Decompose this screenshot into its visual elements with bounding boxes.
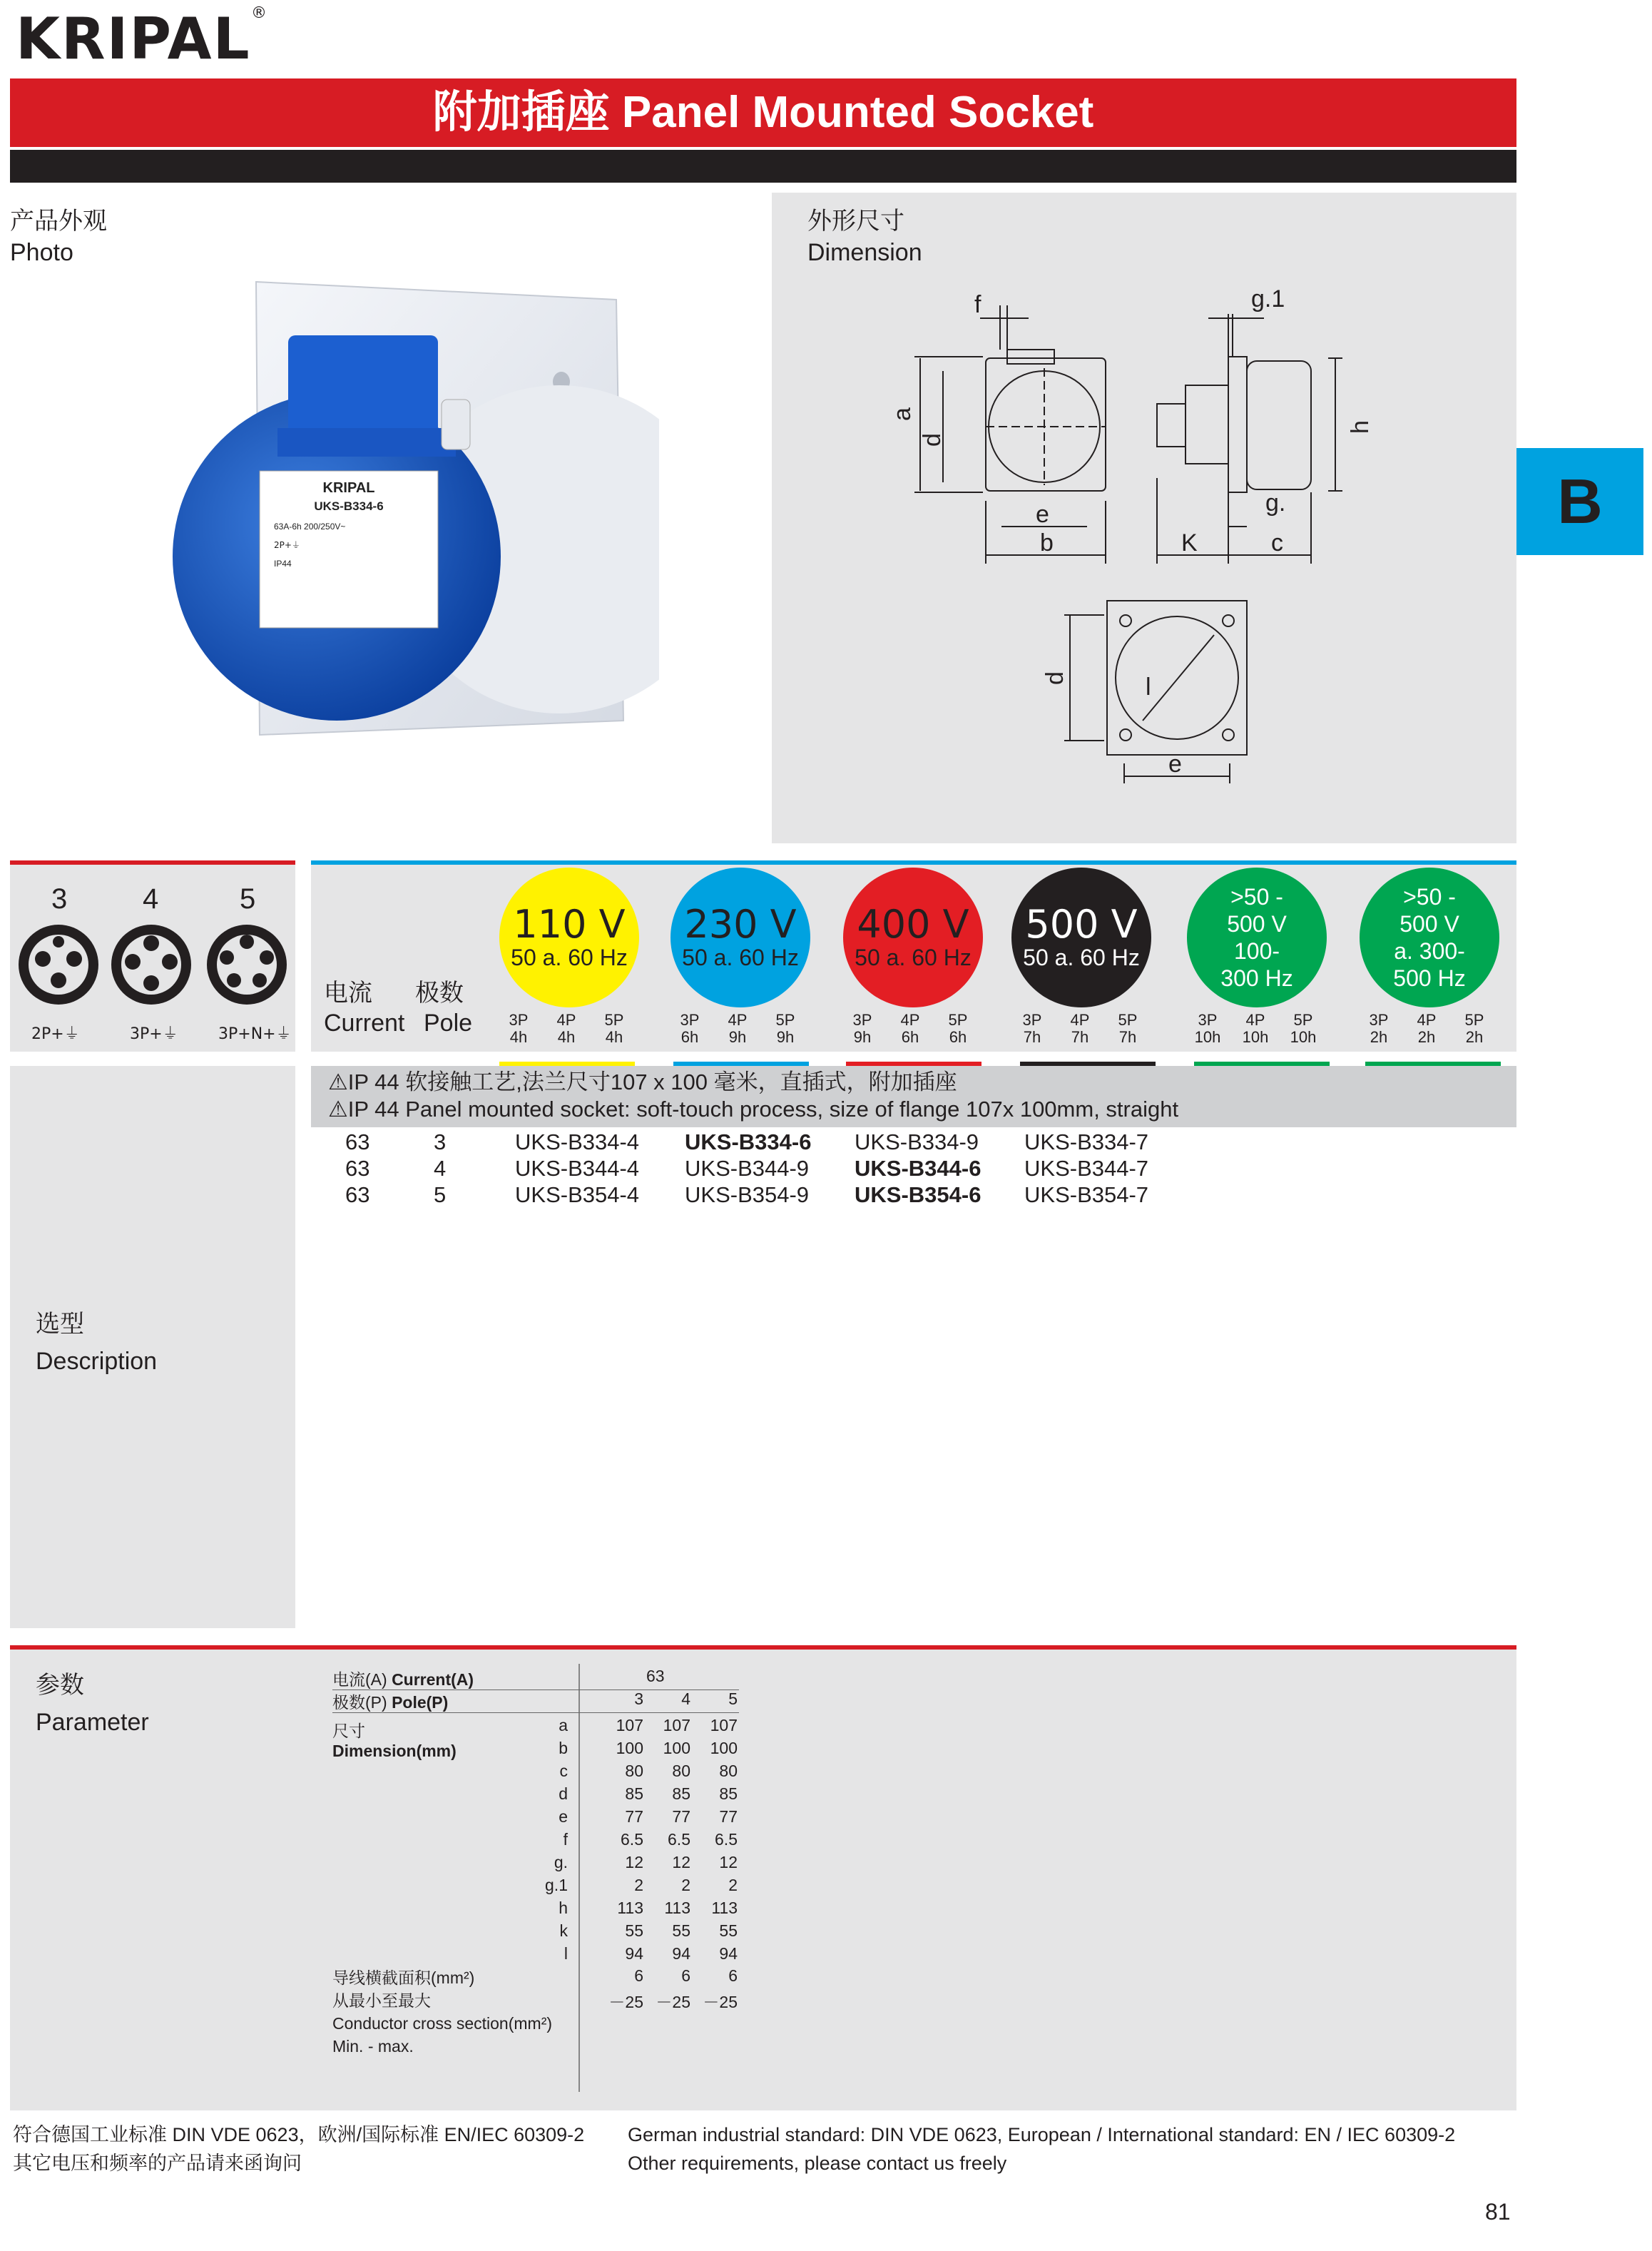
dim-value: 55: [719, 1921, 738, 1940]
model-number[interactable]: UKS-B354-4: [515, 1182, 640, 1207]
hour-code-hour: 4h: [509, 1028, 528, 1046]
voltage-110v: 110 V: [513, 902, 626, 947]
param-current-cn: 电流(A): [332, 1670, 387, 1689]
dim-letter-f: f: [974, 291, 981, 318]
voltage-circle-110v: [499, 868, 639, 1007]
dim-value: 113: [664, 1899, 690, 1917]
voltage-circle-400v: [843, 868, 983, 1007]
pole-number-5: 5: [240, 883, 256, 915]
hour-code-hour: 10h: [1194, 1028, 1221, 1046]
dim-value: 2: [728, 1876, 738, 1894]
dimension-drawing: [772, 193, 1516, 843]
hour-code-pole: 3P: [852, 1011, 872, 1029]
dim-value: 100: [616, 1739, 643, 1757]
parameter-label-en: Parameter: [36, 1709, 149, 1736]
pole-panel: [10, 865, 295, 1052]
warning-icon: ⚠: [328, 1097, 348, 1122]
note-en: [328, 1096, 1178, 1123]
photo-label-cn: 产品外观: [10, 208, 107, 235]
hour-code-hour: 6h: [680, 1028, 699, 1046]
hour-code-hour: 6h: [901, 1028, 919, 1046]
dim-key: k: [559, 1921, 568, 1940]
model-number[interactable]: UKS-B344-6: [855, 1156, 981, 1181]
param-pole-header: [332, 1689, 448, 1713]
frequency-500v: 50 a. 60 Hz: [1023, 945, 1140, 970]
hour-code-hour: 2h: [1465, 1028, 1484, 1046]
description-side-panel: [10, 1066, 295, 1628]
voltage-green1-line2: 500 V: [1227, 911, 1287, 937]
hour-code-hour: 10h: [1290, 1028, 1317, 1046]
dimension-panel: [772, 193, 1516, 843]
hour-code-pole: 4P: [1417, 1011, 1437, 1029]
hour-code-pole: 3P: [1369, 1011, 1389, 1029]
conductor-min-4: 6: [681, 1966, 690, 1985]
dim-value: 6.5: [621, 1830, 643, 1849]
model-row: [311, 1155, 1516, 1182]
conductor-max-5: －25: [703, 1993, 738, 2011]
photo-product-label-pole: 2P+⏚: [274, 540, 300, 550]
pole-label-cn: 极数: [415, 980, 464, 1007]
hour-code-hour: 4h: [557, 1028, 576, 1046]
dim-value: 94: [625, 1944, 643, 1963]
dim-value: 107: [616, 1716, 643, 1734]
hour-code-hour: 2h: [1370, 1028, 1388, 1046]
dim-value: 2: [634, 1876, 643, 1894]
conductor-en-2: Min. - max.: [332, 2037, 414, 2056]
hour-code: [1190, 1012, 1225, 1046]
description-note-bar: [311, 1066, 1516, 1127]
parameter-label-cn: 参数: [36, 1672, 84, 1699]
hour-code-pole: 4P: [1245, 1011, 1265, 1029]
hour-code-pole: 3P: [1022, 1011, 1042, 1029]
hour-code-pole: 5P: [604, 1011, 624, 1029]
model-row: [311, 1129, 1516, 1155]
voltage-500v: 500 V: [1025, 902, 1138, 947]
dim-value: 55: [672, 1921, 690, 1940]
param-dim-en: Dimension(mm): [332, 1742, 457, 1760]
voltage-green1-line1: >50 -: [1230, 884, 1283, 910]
current-label-cn: 电流: [324, 980, 372, 1007]
model-table: [311, 1129, 1516, 1221]
hour-code: [501, 1012, 536, 1046]
hour-code-hour: 9h: [728, 1028, 747, 1046]
current-label-en: Current: [324, 1010, 405, 1037]
photo-label-en: Photo: [10, 239, 73, 266]
hour-code: [1110, 1012, 1146, 1046]
param-pole-3: 3: [634, 1689, 643, 1708]
photo-product-label-brand: KRIPAL: [322, 480, 375, 496]
hour-code-hour: 6h: [949, 1028, 967, 1046]
conductor-min-3: 6: [634, 1966, 643, 1985]
photo-product-label-rating: 63A-6h 200/250V~: [274, 522, 346, 532]
parameter-panel: [10, 1650, 1516, 2110]
dim-letter-l: l: [1146, 674, 1151, 701]
pole-label-3p: 3P+⏚: [130, 1025, 178, 1043]
frequency-110v: 50 a. 60 Hz: [511, 945, 628, 970]
frequency-230v: 50 a. 60 Hz: [682, 945, 799, 970]
dim-letter-e: e: [1036, 501, 1049, 528]
description-label-cn: 选型: [36, 1311, 84, 1338]
conductor-max-4: －25: [656, 1993, 690, 2011]
dim-letter-b: b: [1040, 529, 1054, 557]
conductor-cn-1: 导线横截面积(mm²): [332, 1968, 475, 1987]
model-number[interactable]: UKS-B334-6: [685, 1129, 812, 1154]
pole-number-3: 3: [51, 883, 68, 915]
dim-letter-d2: d: [1041, 671, 1069, 685]
conductor-min-5: 6: [728, 1966, 738, 1985]
hour-code: [1014, 1012, 1050, 1046]
product-photo: [146, 278, 659, 792]
photo-panel: [10, 193, 768, 843]
photo-product-label-ip: IP44: [274, 559, 292, 569]
hour-code: [892, 1012, 928, 1046]
hour-code-hour: 7h: [1023, 1028, 1041, 1046]
voltage-circle-green-1: [1187, 868, 1327, 1007]
dim-value: 85: [625, 1784, 643, 1803]
hour-code: [672, 1012, 708, 1046]
dim-value: 113: [711, 1899, 738, 1917]
dim-value: 85: [719, 1784, 738, 1803]
page-title: 附加插座 Panel Mounted Socket: [10, 78, 1516, 147]
dim-letter-d: d: [919, 433, 946, 447]
hour-code-hour: 9h: [853, 1028, 872, 1046]
dim-value: 107: [663, 1716, 690, 1734]
hour-code: [1062, 1012, 1098, 1046]
voltage-green1-line3: 100-: [1233, 938, 1280, 964]
hour-code-pole: 4P: [556, 1011, 576, 1029]
model-row: [311, 1182, 1516, 1208]
dim-value: 80: [672, 1762, 690, 1780]
model-number[interactable]: UKS-B344-7: [1024, 1156, 1149, 1181]
hour-code: [720, 1012, 755, 1046]
dim-key: d: [559, 1784, 568, 1803]
brand-logo: KRIPAL ®: [16, 4, 268, 72]
dim-value: 2: [681, 1876, 690, 1894]
dim-letter-g1: g.1: [1251, 285, 1285, 313]
voltage-green2-line1: >50 -: [1403, 884, 1456, 910]
dim-letter-g: g.: [1265, 489, 1286, 517]
pole-label-3pn: 3P+N+⏚: [218, 1025, 292, 1043]
dim-value: 100: [710, 1739, 738, 1757]
conductor-cn-2: 从最小至最大: [332, 1991, 431, 2010]
dim-letter-c: c: [1271, 529, 1283, 557]
dim-value: 77: [719, 1807, 738, 1826]
voltage-green1-line4: 300 Hz: [1220, 965, 1293, 991]
param-dim-cn: 尺寸: [332, 1722, 365, 1740]
dim-key: h: [559, 1899, 568, 1917]
hour-code-pole: 3P: [680, 1011, 700, 1029]
model-number[interactable]: UKS-B334-4: [515, 1129, 640, 1154]
dim-key: a: [559, 1716, 568, 1734]
dim-value: 12: [625, 1853, 643, 1871]
param-current-en: Current(A): [392, 1670, 474, 1689]
hour-code-pole: 3P: [1198, 1011, 1218, 1029]
hour-code: [596, 1012, 632, 1046]
voltage-circle-230v: [671, 868, 810, 1007]
param-current-header: [332, 1667, 474, 1690]
dim-key: e: [559, 1807, 568, 1826]
voltage-green2-line2: 500 V: [1399, 911, 1459, 937]
dim-key: g.: [554, 1853, 568, 1871]
model-number[interactable]: UKS-B344-9: [685, 1156, 810, 1181]
dim-value: 6.5: [668, 1830, 690, 1849]
pole-diagrams: [10, 922, 295, 1015]
voltage-circle-green-2: [1360, 868, 1499, 1007]
pole-number-4: 4: [143, 883, 159, 915]
dim-key: f: [563, 1830, 568, 1849]
hour-code-row: [311, 1012, 1516, 1047]
hour-code-hour: 9h: [776, 1028, 795, 1046]
dim-value: 100: [663, 1739, 690, 1757]
param-rule-2: [332, 1712, 739, 1713]
dim-value: 55: [625, 1921, 643, 1940]
param-dim-label: [332, 1721, 457, 1761]
dim-value: 77: [672, 1807, 690, 1826]
voltage-circle-500v: [1011, 868, 1151, 1007]
hour-code-hour: 10h: [1242, 1028, 1269, 1046]
frequency-400v: 50 a. 60 Hz: [855, 945, 972, 970]
dim-letter-k: K: [1181, 529, 1198, 557]
model-pole: 4: [434, 1156, 447, 1181]
footer-en-line2: Other requirements, please contact us freely: [628, 2153, 1007, 2174]
hour-code-pole: 4P: [728, 1011, 748, 1029]
hour-code-pole: 4P: [1070, 1011, 1090, 1029]
voltage-green2-line4: 500 Hz: [1393, 965, 1466, 991]
hour-code-pole: 5P: [775, 1011, 795, 1029]
param-pole-cn: 极数(P): [332, 1693, 387, 1712]
footer-en: [628, 2120, 1455, 2178]
hour-code-pole: 4P: [900, 1011, 920, 1029]
pole-label-2p: 2P+⏚: [31, 1025, 80, 1043]
hour-code: [1361, 1012, 1397, 1046]
hour-code-pole: 5P: [1464, 1011, 1484, 1029]
parameter-table-rule: [578, 1664, 580, 2092]
dim-letter-e2: e: [1168, 751, 1182, 778]
dim-key: g.1: [545, 1876, 568, 1894]
section-tab-b[interactable]: B: [1516, 448, 1643, 555]
hour-code-pole: 5P: [1293, 1011, 1313, 1029]
page-number: 81: [1485, 2199, 1511, 2225]
dim-value: 12: [672, 1853, 690, 1871]
title-divider: [10, 150, 1516, 183]
hour-code: [1409, 1012, 1444, 1046]
dim-value: 77: [625, 1807, 643, 1826]
footer-cn-line2: 其它电压和频率的产品请来函询问: [13, 2153, 302, 2174]
hour-code-pole: 5P: [948, 1011, 968, 1029]
hour-code: [549, 1012, 584, 1046]
model-number[interactable]: UKS-B334-9: [855, 1129, 979, 1154]
voltage-230v: 230 V: [684, 902, 797, 947]
note-en-text: IP 44 Panel mounted socket: soft-touch process, size of flange 107x 100mm, straight: [347, 1097, 1179, 1122]
model-current: 63: [345, 1182, 370, 1207]
hour-code-hour: 4h: [605, 1028, 623, 1046]
dim-value: 80: [719, 1762, 738, 1780]
hour-code: [1457, 1012, 1492, 1046]
description-label-en: Description: [36, 1348, 158, 1375]
note-cn-text: IP 44 软接触工艺,法兰尺寸107 x 100 毫米，直插式，附加插座: [347, 1069, 957, 1094]
dim-key: c: [559, 1762, 568, 1780]
param-pole-5: 5: [728, 1689, 738, 1708]
model-pole: 5: [434, 1182, 447, 1207]
hour-code-hour: 7h: [1118, 1028, 1137, 1046]
dim-value: 80: [625, 1762, 643, 1780]
hour-code: [845, 1012, 880, 1046]
param-pole-en: Pole(P): [392, 1693, 449, 1712]
hour-code: [768, 1012, 803, 1046]
model-number[interactable]: UKS-B344-4: [515, 1156, 640, 1181]
dim-value: 94: [719, 1944, 738, 1963]
param-conductor-label: [332, 1966, 575, 2058]
voltage-400v: 400 V: [857, 902, 969, 947]
conductor-max-3: －25: [608, 1993, 643, 2011]
dim-key: b: [559, 1739, 568, 1757]
hour-code: [940, 1012, 976, 1046]
note-cn: [328, 1069, 957, 1096]
dim-letter-a: a: [889, 407, 916, 421]
dim-value: 12: [719, 1853, 738, 1871]
hour-code-pole: 5P: [1118, 1011, 1138, 1029]
dim-value: 107: [710, 1716, 738, 1734]
dim-letter-h: h: [1347, 420, 1374, 434]
dim-key: l: [564, 1944, 568, 1963]
hour-code-hour: 7h: [1071, 1028, 1089, 1046]
dim-value: 94: [672, 1944, 690, 1963]
dimension-label-cn: 外形尺寸: [807, 208, 904, 235]
model-pole: 3: [434, 1129, 447, 1154]
photo-product-label-model: UKS-B334-6: [314, 499, 384, 513]
dim-value: 85: [672, 1784, 690, 1803]
model-number[interactable]: UKS-B354-6: [855, 1182, 981, 1207]
pole-label-en: Pole: [424, 1010, 473, 1037]
model-number[interactable]: UKS-B354-9: [685, 1182, 810, 1207]
model-number[interactable]: UKS-B354-7: [1024, 1182, 1149, 1207]
dimension-label-en: Dimension: [807, 239, 922, 266]
hour-code-pole: 3P: [509, 1011, 529, 1029]
voltage-panel: [311, 865, 1516, 1052]
hour-code: [1285, 1012, 1321, 1046]
hour-code: [1238, 1012, 1273, 1046]
hour-code-hour: 2h: [1417, 1028, 1436, 1046]
dim-value: 113: [617, 1899, 643, 1917]
footer-en-line1: German industrial standard: DIN VDE 0623, European / International standard: EN / IEC 60309-2: [628, 2124, 1456, 2145]
voltage-green2-line3: a. 300-: [1394, 938, 1465, 964]
footer-cn: [13, 2120, 584, 2178]
model-number[interactable]: UKS-B334-7: [1024, 1129, 1149, 1154]
dim-value: 6.5: [715, 1830, 738, 1849]
param-pole-4: 4: [681, 1689, 690, 1708]
footer-cn-line1: 符合德国工业标准 DIN VDE 0623，欧洲/国际标准 EN/IEC 60309-2: [13, 2124, 585, 2145]
warning-icon: ⚠: [328, 1069, 348, 1095]
param-current-value: 63: [646, 1667, 665, 1685]
conductor-en-1: Conductor cross section(mm²): [332, 2014, 553, 2033]
model-current: 63: [345, 1156, 370, 1181]
model-current: 63: [345, 1129, 370, 1154]
